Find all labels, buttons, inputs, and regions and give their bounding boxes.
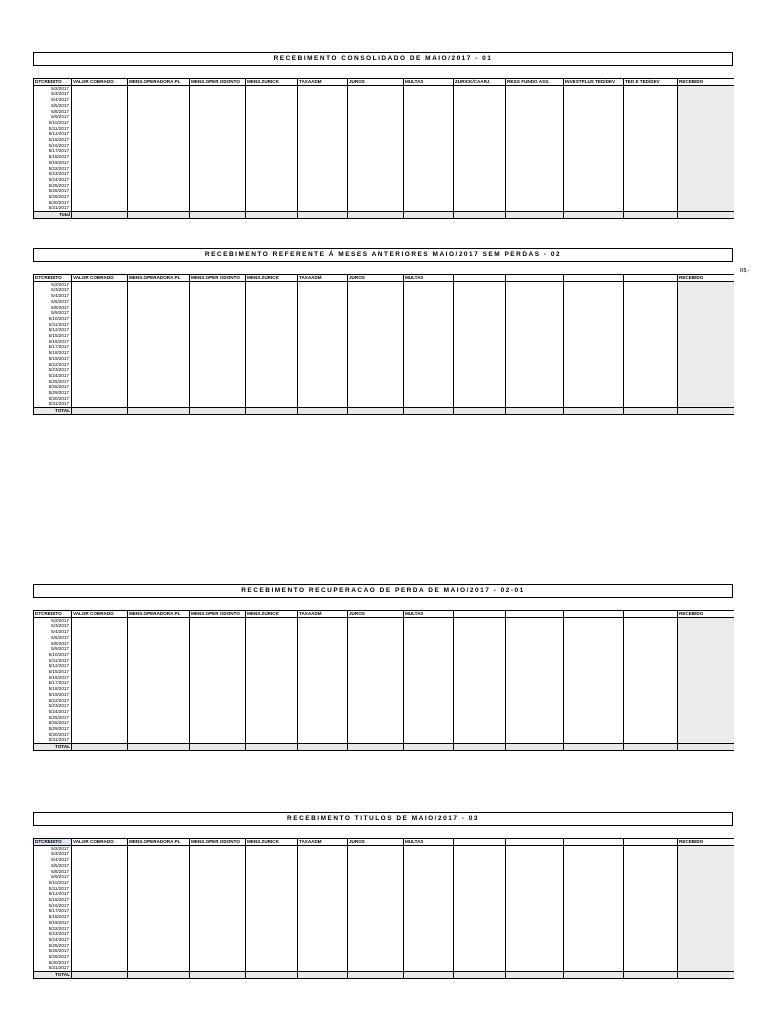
date-cell: 5/22/2017 bbox=[34, 166, 72, 172]
total-cell bbox=[348, 744, 404, 751]
date-cell: 5/23/2017 bbox=[34, 703, 72, 709]
total-cell bbox=[506, 744, 564, 751]
header-row bbox=[34, 611, 734, 618]
column-header: VALOR COBRADO bbox=[72, 839, 128, 846]
date-cell: 5/9/2017 bbox=[34, 646, 72, 652]
date-cell: 5/24/2017 bbox=[34, 373, 72, 379]
date-cell: 5/23/2017 bbox=[34, 931, 72, 937]
total-cell bbox=[564, 972, 624, 979]
date-cell: 5/16/2017 bbox=[34, 903, 72, 909]
column-header: MULTAS bbox=[404, 611, 454, 618]
date-cell: 5/29/2017 bbox=[34, 194, 72, 200]
data-table bbox=[33, 610, 734, 751]
column-header: TAXAADM bbox=[298, 611, 348, 618]
date-cell: 5/30/2017 bbox=[34, 960, 72, 966]
total-cell bbox=[678, 408, 734, 415]
date-cell: 5/16/2017 bbox=[34, 339, 72, 345]
total-cell bbox=[72, 408, 128, 415]
date-cell: 5/24/2017 bbox=[34, 709, 72, 715]
column-header: MENS.OPER ODONTO bbox=[190, 79, 246, 86]
date-cell: 5/9/2017 bbox=[34, 114, 72, 120]
column-header: MENS.ZURICK bbox=[246, 839, 298, 846]
date-cell: 5/17/2017 bbox=[34, 344, 72, 350]
total-cell bbox=[564, 408, 624, 415]
column-header: MENS.OPER ODONTO bbox=[190, 611, 246, 618]
date-cell: 5/8/2017 bbox=[34, 641, 72, 647]
date-cell: 5/4/2017 bbox=[34, 97, 72, 103]
total-cell bbox=[72, 972, 128, 979]
column-header: MENS.OPERADORA PL bbox=[128, 275, 190, 282]
total-cell bbox=[506, 408, 564, 415]
total-cell bbox=[298, 408, 348, 415]
total-cell bbox=[454, 408, 506, 415]
total-cell bbox=[72, 744, 128, 751]
date-cell: 5/29/2017 bbox=[34, 726, 72, 732]
date-cell: 5/30/2017 bbox=[34, 200, 72, 206]
date-cell: 5/11/2017 bbox=[34, 322, 72, 328]
date-cell: 5/2/2017 bbox=[34, 281, 72, 287]
section-title: RECEBIMENTO RECUPERACAO DE PERDA DE MAIO/2017 - 02-01 bbox=[33, 584, 733, 598]
column-header bbox=[564, 611, 624, 618]
date-cell: 5/2/2017 bbox=[34, 845, 72, 851]
column-header: MENS.OPER ODONTO bbox=[190, 839, 246, 846]
section-recuperacao-perda bbox=[33, 584, 733, 751]
total-cell bbox=[564, 212, 624, 219]
total-cell bbox=[348, 408, 404, 415]
data-table bbox=[33, 838, 734, 979]
date-cell: 5/15/2017 bbox=[34, 897, 72, 903]
date-cell: 5/8/2017 bbox=[34, 305, 72, 311]
date-cell: 5/5/2017 bbox=[34, 863, 72, 869]
date-cell: 5/23/2017 bbox=[34, 171, 72, 177]
total-cell bbox=[246, 972, 298, 979]
total-row bbox=[34, 744, 734, 751]
date-cell: 5/18/2017 bbox=[34, 350, 72, 356]
total-cell bbox=[298, 972, 348, 979]
date-cell: 5/12/2017 bbox=[34, 131, 72, 137]
section-title: RECEBIMENTO CONSOLIDADO DE MAIO/2017 - 01 bbox=[33, 52, 733, 66]
section-consolidado bbox=[33, 52, 733, 219]
date-cell: 5/30/2017 bbox=[34, 396, 72, 402]
date-cell: 5/17/2017 bbox=[34, 680, 72, 686]
date-cell: 5/24/2017 bbox=[34, 937, 72, 943]
date-cell: 5/22/2017 bbox=[34, 698, 72, 704]
date-cell: 5/12/2017 bbox=[34, 327, 72, 333]
total-cell bbox=[128, 744, 190, 751]
column-header: TED E TED/DEV bbox=[624, 79, 678, 86]
date-cell: 5/3/2017 bbox=[34, 623, 72, 629]
date-cell: 5/18/2017 bbox=[34, 914, 72, 920]
date-cell: 5/3/2017 bbox=[34, 91, 72, 97]
date-cell: 5/3/2017 bbox=[34, 287, 72, 293]
total-cell bbox=[454, 972, 506, 979]
section-title: RECEBIMENTO TITULOS DE MAIO/2017 - 03 bbox=[33, 812, 733, 826]
column-header: RECEBIDO bbox=[678, 79, 734, 86]
total-cell bbox=[506, 972, 564, 979]
total-cell bbox=[128, 972, 190, 979]
date-cell: 5/29/2017 bbox=[34, 390, 72, 396]
total-cell bbox=[298, 212, 348, 219]
column-header bbox=[454, 839, 506, 846]
side-note: R$ - bbox=[740, 268, 750, 274]
total-cell bbox=[454, 744, 506, 751]
total-cell bbox=[404, 744, 454, 751]
column-header: MENS.OPER ODONTO bbox=[190, 275, 246, 282]
column-header: MULTAS bbox=[404, 839, 454, 846]
date-cell: 5/25/2017 bbox=[34, 379, 72, 385]
column-header: JUROS bbox=[348, 275, 404, 282]
date-cell: 5/31/2017 bbox=[34, 965, 72, 971]
date-cell: 5/15/2017 bbox=[34, 669, 72, 675]
date-cell: 5/19/2017 bbox=[34, 692, 72, 698]
date-cell: 5/10/2017 bbox=[34, 652, 72, 658]
total-cell bbox=[128, 212, 190, 219]
total-label: TOTAL bbox=[34, 744, 72, 751]
total-cell bbox=[246, 212, 298, 219]
total-cell bbox=[678, 212, 734, 219]
date-cell: 5/11/2017 bbox=[34, 658, 72, 664]
date-cell: 5/23/2017 bbox=[34, 367, 72, 373]
column-header: MENS.OPERADORA PL bbox=[128, 79, 190, 86]
total-cell bbox=[246, 744, 298, 751]
date-cell: 5/10/2017 bbox=[34, 316, 72, 322]
total-cell bbox=[404, 212, 454, 219]
column-header: INVESTPLUS TED/DEV bbox=[564, 79, 624, 86]
column-header: MENS.ZURICK bbox=[246, 611, 298, 618]
total-cell bbox=[624, 408, 678, 415]
section-title: RECEBIMENTO REFERENTE Á MESES ANTERIORES MAIO/2017 SEM PERDAS - 02 bbox=[33, 248, 733, 262]
column-header: RECEBIDO bbox=[678, 839, 734, 846]
date-cell: 5/11/2017 bbox=[34, 886, 72, 892]
column-header: VALOR COBRADO bbox=[72, 79, 128, 86]
total-cell bbox=[298, 744, 348, 751]
total-row bbox=[34, 212, 734, 219]
date-cell: 5/12/2017 bbox=[34, 663, 72, 669]
column-header: DTCREDITO bbox=[34, 839, 72, 846]
date-cell: 5/22/2017 bbox=[34, 362, 72, 368]
date-cell: 5/9/2017 bbox=[34, 310, 72, 316]
date-cell: 5/5/2017 bbox=[34, 103, 72, 109]
column-header: TAXAADM bbox=[298, 839, 348, 846]
column-header: JUROS bbox=[348, 79, 404, 86]
total-cell bbox=[246, 408, 298, 415]
column-header: DTCREDITO bbox=[34, 79, 72, 86]
date-cell: 5/10/2017 bbox=[34, 120, 72, 126]
column-header bbox=[624, 839, 678, 846]
date-cell: 5/18/2017 bbox=[34, 154, 72, 160]
date-cell: 5/19/2017 bbox=[34, 356, 72, 362]
column-header: VALOR COBRADO bbox=[72, 611, 128, 618]
total-cell bbox=[624, 972, 678, 979]
total-row bbox=[34, 972, 734, 979]
date-cell: 5/12/2017 bbox=[34, 891, 72, 897]
date-cell: 5/17/2017 bbox=[34, 148, 72, 154]
column-header: DTCREDITO bbox=[34, 275, 72, 282]
column-header bbox=[454, 611, 506, 618]
header-row bbox=[34, 275, 734, 282]
column-header bbox=[506, 611, 564, 618]
total-cell bbox=[190, 408, 246, 415]
column-header: TAXAADM bbox=[298, 79, 348, 86]
total-cell bbox=[454, 212, 506, 219]
column-header: MULTAS bbox=[404, 79, 454, 86]
date-cell: 5/16/2017 bbox=[34, 143, 72, 149]
data-table bbox=[33, 78, 734, 219]
date-cell: 5/8/2017 bbox=[34, 109, 72, 115]
date-cell: 5/5/2017 bbox=[34, 299, 72, 305]
date-cell: 5/16/2017 bbox=[34, 675, 72, 681]
column-header: MENS.OPERADORA PL bbox=[128, 611, 190, 618]
date-cell: 5/25/2017 bbox=[34, 943, 72, 949]
column-header: DTCREDITO bbox=[34, 611, 72, 618]
section-meses-anteriores bbox=[33, 248, 733, 415]
date-cell: 5/15/2017 bbox=[34, 137, 72, 143]
column-header: MENS.ZURICK bbox=[246, 275, 298, 282]
column-header: RESG FUNDO ASS. bbox=[506, 79, 564, 86]
header-row bbox=[34, 839, 734, 846]
date-cell: 5/5/2017 bbox=[34, 635, 72, 641]
date-cell: 5/4/2017 bbox=[34, 629, 72, 635]
column-header bbox=[454, 275, 506, 282]
column-header bbox=[506, 275, 564, 282]
date-cell: 5/10/2017 bbox=[34, 880, 72, 886]
total-row bbox=[34, 408, 734, 415]
date-cell: 5/26/2017 bbox=[34, 384, 72, 390]
column-header: JUROS bbox=[348, 611, 404, 618]
total-cell bbox=[506, 212, 564, 219]
date-cell: 5/8/2017 bbox=[34, 869, 72, 875]
total-cell bbox=[678, 744, 734, 751]
date-cell: 5/30/2017 bbox=[34, 732, 72, 738]
date-cell: 5/26/2017 bbox=[34, 720, 72, 726]
date-cell: 5/22/2017 bbox=[34, 926, 72, 932]
total-cell bbox=[678, 972, 734, 979]
date-cell: 5/11/2017 bbox=[34, 126, 72, 132]
column-header: RECEBIDO bbox=[678, 275, 734, 282]
date-cell: 5/4/2017 bbox=[34, 293, 72, 299]
total-cell bbox=[564, 744, 624, 751]
date-cell: 5/31/2017 bbox=[34, 737, 72, 743]
column-header: MENS.ZURICK bbox=[246, 79, 298, 86]
total-cell bbox=[348, 972, 404, 979]
total-cell bbox=[624, 212, 678, 219]
date-cell: 5/25/2017 bbox=[34, 715, 72, 721]
total-label: Total bbox=[34, 212, 72, 219]
column-header: JUROS bbox=[348, 839, 404, 846]
date-cell: 5/2/2017 bbox=[34, 85, 72, 91]
date-cell: 5/4/2017 bbox=[34, 857, 72, 863]
column-header bbox=[506, 839, 564, 846]
column-header bbox=[624, 611, 678, 618]
column-header: RECEBIDO bbox=[678, 611, 734, 618]
date-cell: 5/31/2017 bbox=[34, 401, 72, 407]
column-header bbox=[564, 839, 624, 846]
total-cell bbox=[404, 408, 454, 415]
total-cell bbox=[624, 744, 678, 751]
date-cell: 5/3/2017 bbox=[34, 851, 72, 857]
date-cell: 5/29/2017 bbox=[34, 954, 72, 960]
column-header: TAXAADM bbox=[298, 275, 348, 282]
total-cell bbox=[190, 744, 246, 751]
total-label: TOTAL bbox=[34, 408, 72, 415]
date-cell: 5/17/2017 bbox=[34, 908, 72, 914]
column-header bbox=[564, 275, 624, 282]
date-cell: 5/15/2017 bbox=[34, 333, 72, 339]
column-header bbox=[624, 275, 678, 282]
date-cell: 5/9/2017 bbox=[34, 874, 72, 880]
date-cell: 5/18/2017 bbox=[34, 686, 72, 692]
date-cell: 5/26/2017 bbox=[34, 948, 72, 954]
date-cell: 5/19/2017 bbox=[34, 920, 72, 926]
column-header: VALOR COBRADO bbox=[72, 275, 128, 282]
date-cell: 5/25/2017 bbox=[34, 183, 72, 189]
total-cell bbox=[72, 212, 128, 219]
date-cell: 5/24/2017 bbox=[34, 177, 72, 183]
column-header: MENS.OPERADORA PL bbox=[128, 839, 190, 846]
date-cell: 5/26/2017 bbox=[34, 188, 72, 194]
date-cell: 5/19/2017 bbox=[34, 160, 72, 166]
data-table bbox=[33, 274, 734, 415]
section-titulos bbox=[33, 812, 733, 979]
total-label: TOTAL bbox=[34, 972, 72, 979]
total-cell bbox=[190, 212, 246, 219]
column-header: MULTAS bbox=[404, 275, 454, 282]
date-cell: 5/31/2017 bbox=[34, 205, 72, 211]
total-cell bbox=[128, 408, 190, 415]
total-cell bbox=[348, 212, 404, 219]
column-header: ZURICK/CAARJ bbox=[454, 79, 506, 86]
header-row bbox=[34, 79, 734, 86]
date-cell: 5/2/2017 bbox=[34, 617, 72, 623]
total-cell bbox=[190, 972, 246, 979]
total-cell bbox=[404, 972, 454, 979]
